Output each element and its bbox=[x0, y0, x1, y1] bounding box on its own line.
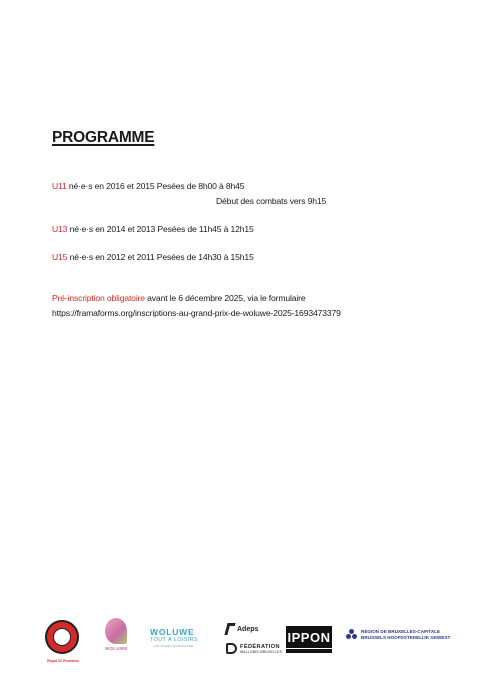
federation-icon bbox=[226, 643, 237, 654]
judo-club-logo bbox=[45, 620, 79, 663]
page-title: PROGRAMME bbox=[52, 129, 155, 146]
registration-label: Pré-inscription obligatoire bbox=[52, 293, 145, 303]
woluwe-tout-a-loisirs-logo bbox=[150, 627, 198, 648]
wtl-line1: WOLUWE bbox=[150, 627, 195, 637]
wtl-line3: LES STAGES SPORTIFS ASBL bbox=[154, 644, 194, 648]
category-label: U11 bbox=[52, 181, 67, 191]
schedule-u11 bbox=[52, 181, 244, 191]
registration-text: avant le 6 décembre 2025, via le formulaire bbox=[144, 293, 306, 303]
brussels-region-logo bbox=[346, 629, 450, 641]
adeps-label: Adeps bbox=[237, 625, 259, 633]
schedule-note: Début des combats vers 9h15 bbox=[216, 196, 327, 206]
category-label: U15 bbox=[52, 252, 68, 262]
registration-notice bbox=[52, 293, 306, 303]
ippon-logo bbox=[286, 626, 332, 653]
federation-line1: FÉDÉRATION bbox=[240, 643, 280, 650]
schedule-u13 bbox=[52, 224, 254, 234]
schedule-text: né·e·s en 2012 et 2011 Pesées de 14h30 à 15h15 bbox=[67, 252, 254, 262]
iris-icon bbox=[346, 629, 358, 641]
adeps-federation-logo bbox=[226, 623, 282, 654]
wtl-line2: TOUT À LOISIRS bbox=[150, 637, 198, 643]
woluwe-logo bbox=[105, 618, 128, 651]
ippon-label: IPPON bbox=[286, 626, 332, 648]
brussels-line1: RÉGION DE BRUXELLES-CAPITALE bbox=[361, 629, 441, 634]
adeps-icon bbox=[224, 623, 235, 635]
judo-club-emblem-icon bbox=[45, 620, 79, 654]
schedule-text: né·e·s en 2014 et 2013 Pesées de 11h45 à 12h15 bbox=[67, 224, 254, 234]
sponsor-logos bbox=[0, 610, 480, 670]
woluwe-logo-text: WOLUWE bbox=[105, 646, 128, 651]
judo-club-name: Royal JC Poseidon bbox=[47, 659, 79, 663]
registration-url[interactable]: https://framaforms.org/inscriptions-au-grand-prix-de-woluwe-2025-1693473379 bbox=[52, 308, 341, 318]
brussels-line2: BRUSSELS HOOFDSTEDELIJK GEWEST bbox=[361, 634, 451, 640]
federation-line2: WALLONIE-BRUXELLES bbox=[240, 649, 283, 654]
schedule-text: né·e·s en 2016 et 2015 Pesées de 8h00 à 8h45 bbox=[66, 181, 245, 191]
category-label: U13 bbox=[52, 224, 68, 234]
schedule-u15 bbox=[52, 252, 254, 262]
leaf-icon bbox=[105, 618, 127, 644]
